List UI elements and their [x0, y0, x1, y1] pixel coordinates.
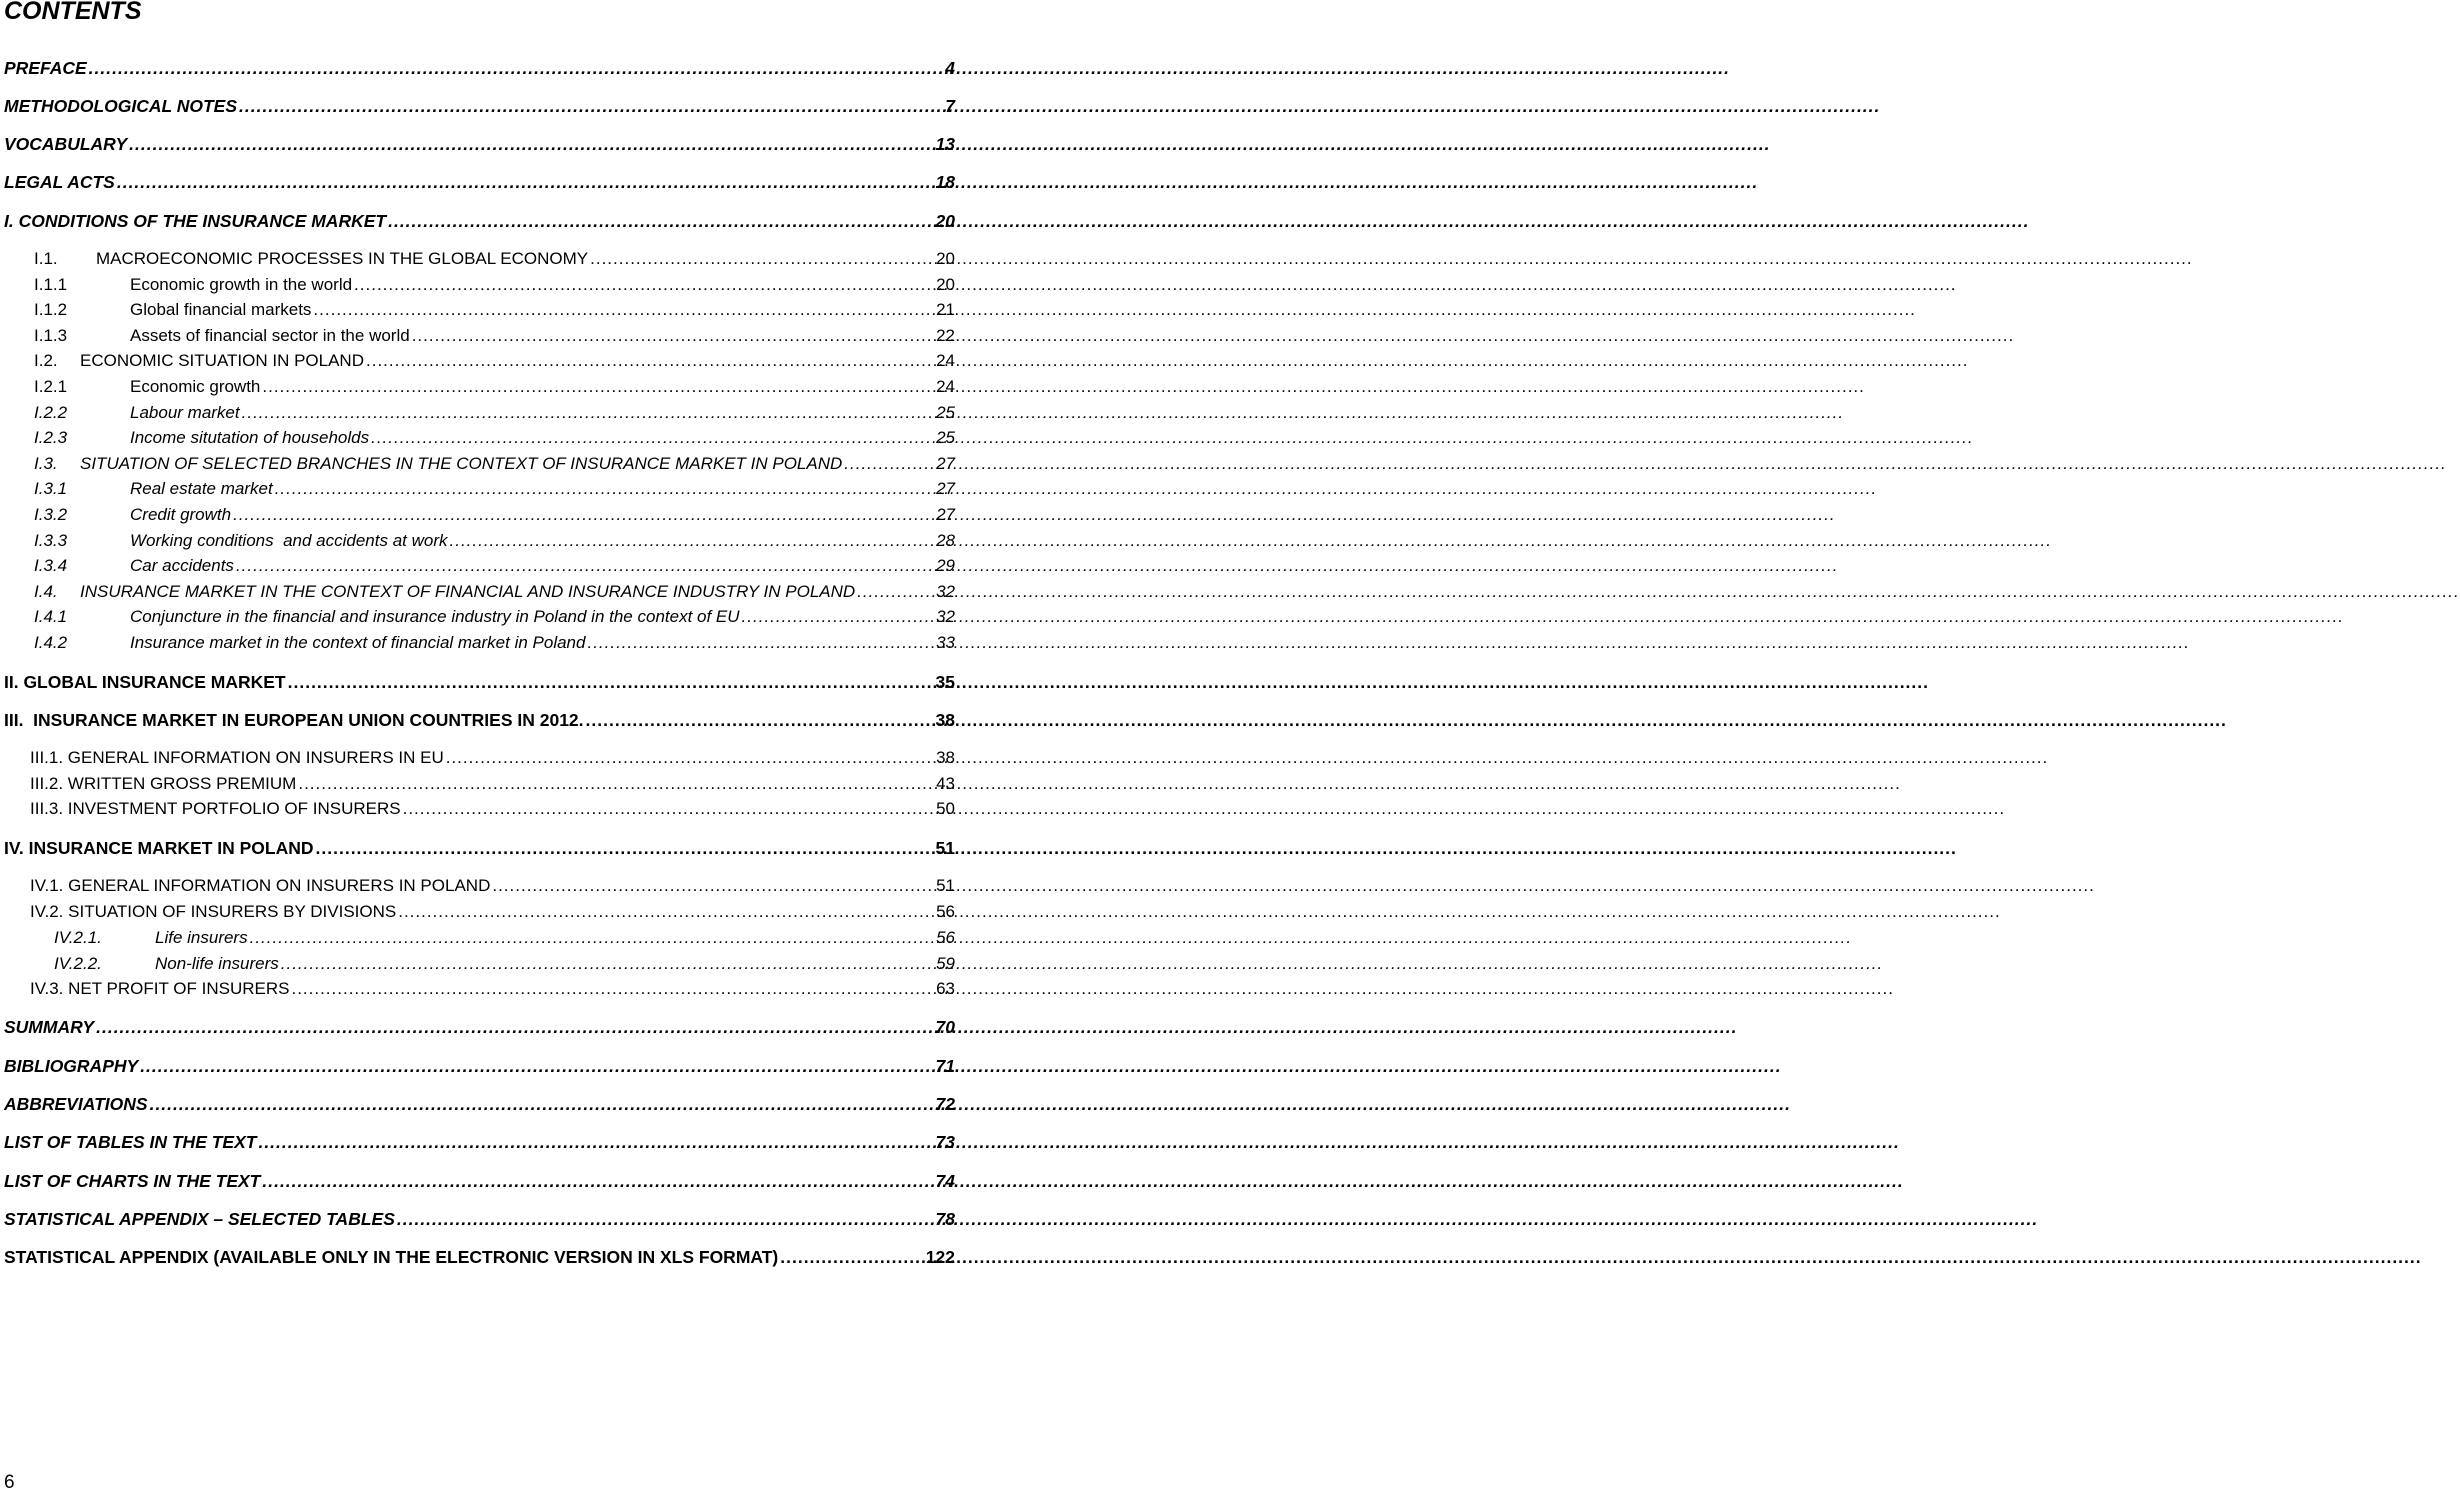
dot-leader — [587, 630, 934, 656]
toc-entry-title: I. CONDITIONS OF THE INSURANCE MARKET — [4, 211, 387, 231]
toc-entry-iv2[interactable] — [30, 899, 955, 925]
toc-entry-iii1[interactable] — [30, 745, 955, 771]
toc-entry-title: Working conditions and accidents at work — [130, 531, 448, 550]
toc-entry-summary[interactable] — [4, 1014, 955, 1040]
toc-entry-title: Real estate market — [130, 479, 273, 498]
dot-leader — [388, 208, 933, 234]
toc-entry-title: VOCABULARY — [4, 134, 128, 154]
toc-entry-i3-1[interactable] — [34, 476, 955, 502]
dot-leader — [844, 451, 934, 477]
toc-entry-title: II. GLOBAL INSURANCE MARKET — [4, 672, 286, 692]
dot-leader — [366, 348, 934, 374]
toc-entry-i1-3[interactable] — [34, 323, 955, 349]
toc-entry-page: 122 — [925, 1247, 955, 1267]
dot-leader — [233, 502, 934, 528]
toc-entry-abbreviations[interactable] — [4, 1091, 955, 1117]
toc-entry-number: I.4.1 — [34, 607, 68, 626]
toc-entry-title: STATISTICAL APPENDIX – SELECTED TABLES — [4, 1209, 395, 1229]
toc-entry-number: I.1. — [34, 249, 58, 268]
toc-entry-page: 20 — [936, 275, 955, 294]
toc-entry-page: 24 — [936, 377, 955, 396]
toc-entry-i4-2[interactable] — [34, 630, 955, 656]
toc-entry-title: Non-life insurers — [155, 954, 279, 973]
dot-leader — [446, 745, 934, 771]
dot-leader — [250, 925, 934, 951]
toc-entry-i4-1[interactable] — [34, 604, 955, 630]
toc-entry-page: 33 — [936, 633, 955, 652]
dot-leader — [371, 425, 934, 451]
toc-entry-title: Credit growth — [130, 505, 232, 524]
toc-entry-title: Conjuncture in the financial and insurance industry in Poland in the context of EU — [130, 607, 740, 626]
toc-entry-i3[interactable] — [34, 451, 955, 477]
toc-entry-title: PREFACE — [4, 58, 87, 78]
toc-entry-page: 24 — [936, 351, 955, 370]
toc-entry-page: 71 — [935, 1056, 955, 1076]
toc-entry-title: IV.2. SITUATION OF INSURERS BY DIVISIONS — [30, 902, 397, 921]
toc-entry-page: 43 — [936, 774, 955, 793]
toc-entry-page: 59 — [936, 954, 955, 973]
toc-entry-page: 56 — [936, 902, 955, 921]
toc-entry-iv2-2[interactable] — [54, 951, 955, 977]
toc-entry-statistical-appendix-selected[interactable] — [4, 1206, 955, 1232]
toc-entry-i1-1[interactable] — [34, 272, 955, 298]
toc-entry-number: I.3.3 — [34, 531, 68, 550]
toc-entry-number: IV.2.2. — [54, 954, 102, 973]
toc-entry-number: I.1.3 — [34, 326, 68, 345]
toc-entry-page: 32 — [936, 607, 955, 626]
dot-leader — [742, 604, 935, 630]
toc-entry-title: Car accidents — [130, 556, 234, 575]
dot-leader — [96, 1014, 933, 1040]
toc-entry-i1-2[interactable] — [34, 297, 955, 323]
toc-entry-page: 56 — [936, 928, 955, 947]
toc-entry-title: MACROECONOMIC PROCESSES IN THE GLOBAL ECONOMY — [96, 249, 589, 268]
dot-leader — [590, 246, 934, 272]
contents-heading: CONTENTS — [4, 0, 142, 25]
toc-entry-page: 27 — [936, 454, 955, 473]
toc-entry-title: IV.1. GENERAL INFORMATION ON INSURERS IN POLAND — [30, 876, 491, 895]
toc-entry-preface[interactable] — [4, 55, 955, 81]
toc-entry-iv1[interactable] — [30, 873, 955, 899]
toc-entry-title: Assets of financial sector in the world — [130, 326, 410, 345]
toc-entry-i4[interactable] — [34, 579, 955, 605]
toc-entry-title: Global financial markets — [130, 300, 312, 319]
dot-leader — [236, 553, 934, 579]
toc-entry-title: Labour market — [130, 403, 240, 422]
toc-entry-title: III.2. WRITTEN GROSS PREMIUM — [30, 774, 297, 793]
dot-leader — [117, 169, 934, 195]
dot-leader — [397, 1206, 934, 1232]
toc-entry-page: 4 — [945, 58, 955, 78]
toc-entry-title: Economic growth in the world — [130, 275, 353, 294]
toc-entry-page: 78 — [935, 1209, 955, 1229]
toc-entry-number: I.3. — [34, 454, 58, 473]
toc-entry-page: 21 — [936, 300, 955, 319]
toc-entry-number: I.4.2 — [34, 633, 68, 652]
toc-entry-title: IV. INSURANCE MARKET IN POLAND — [4, 838, 314, 858]
toc-entry-page: 32 — [936, 582, 955, 601]
toc-entry-page: 27 — [936, 505, 955, 524]
toc-entry-page: 74 — [935, 1171, 955, 1191]
dot-leader — [242, 400, 934, 426]
toc-entry-page: 22 — [936, 326, 955, 345]
dot-leader — [129, 131, 933, 157]
toc-entry-iii2[interactable] — [30, 771, 955, 797]
toc-entry-number: I.3.4 — [34, 556, 68, 575]
dot-leader — [857, 579, 934, 605]
dot-leader — [150, 1091, 934, 1117]
toc-entry-page: 27 — [936, 479, 955, 498]
dot-leader — [288, 669, 934, 695]
toc-entry-number: I.2.1 — [34, 377, 68, 396]
toc-entry-i2[interactable] — [34, 348, 955, 374]
dot-leader — [140, 1053, 933, 1079]
toc-entry-page: 50 — [936, 799, 955, 818]
toc-entry-number: I.3.1 — [34, 479, 68, 498]
toc-entry-vocabulary[interactable] — [4, 131, 955, 157]
toc-entry-page: 35 — [935, 672, 955, 692]
dot-leader — [403, 796, 934, 822]
toc-entry-title: ECONOMIC SITUATION IN POLAND — [80, 351, 364, 370]
toc-entry-chapter-1[interactable] — [4, 208, 955, 234]
toc-entry-page: 72 — [935, 1094, 955, 1114]
toc-entry-title: BIBLIOGRAPHY — [4, 1056, 139, 1076]
dot-leader — [275, 476, 934, 502]
toc-entry-title: Life insurers — [155, 928, 248, 947]
toc-entry-page: 51 — [936, 876, 955, 895]
toc-entry-page: 28 — [936, 531, 955, 550]
toc-entry-legal-acts[interactable] — [4, 169, 955, 195]
toc-entry-title: Economic growth — [130, 377, 261, 396]
toc-entry-title: Insurance market in the context of financial market in Poland — [130, 633, 586, 652]
toc-entry-statistical-appendix-electronic[interactable] — [4, 1244, 955, 1270]
dot-leader — [291, 976, 934, 1002]
toc-entry-title: LIST OF TABLES IN THE TEXT — [4, 1132, 257, 1152]
toc-entry-i3-3[interactable] — [34, 528, 955, 554]
toc-entry-page: 18 — [935, 172, 955, 192]
toc-entry-iv2-1[interactable] — [54, 925, 955, 951]
toc-entry-number: I.3.2 — [34, 505, 68, 524]
toc-entry-page: 7 — [945, 96, 955, 116]
toc-entry-title: SITUATION OF SELECTED BRANCHES IN THE CONTEXT OF INSURANCE MARKET IN POLAND — [80, 454, 843, 473]
toc-entry-title: LIST OF CHARTS IN THE TEXT — [4, 1171, 261, 1191]
dot-leader — [492, 873, 934, 899]
toc-entry-page: 25 — [936, 428, 955, 447]
dot-leader — [316, 835, 934, 861]
toc-entry-chapter-2[interactable] — [4, 669, 955, 695]
toc-entry-page: 70 — [935, 1017, 955, 1037]
dot-leader — [262, 374, 934, 400]
toc-entry-title: METHODOLOGICAL NOTES — [4, 96, 238, 116]
toc-entry-chapter-4[interactable] — [4, 835, 955, 861]
toc-entry-page: 20 — [935, 211, 955, 231]
toc-entry-page: 13 — [935, 134, 955, 154]
toc-entry-title: Income situtation of households — [130, 428, 370, 447]
dot-leader — [313, 297, 934, 323]
toc-entry-i2-3[interactable] — [34, 425, 955, 451]
toc-entry-title: III.1. GENERAL INFORMATION ON INSURERS IN EU — [30, 748, 444, 767]
toc-entry-page: 25 — [936, 403, 955, 422]
toc-entry-number: I.4. — [34, 582, 58, 601]
dot-leader — [780, 1244, 924, 1270]
page-number: 6 — [4, 1472, 15, 1493]
toc-entry-number: I.1.1 — [34, 275, 68, 294]
toc-entry-iii3[interactable] — [30, 796, 955, 822]
toc-entry-page: 38 — [935, 710, 955, 730]
toc-entry-iv3[interactable] — [30, 976, 955, 1002]
dot-leader — [258, 1129, 933, 1155]
toc-entry-title: INSURANCE MARKET IN THE CONTEXT OF FINANCIAL AND INSURANCE INDUSTRY IN POLAND — [80, 582, 856, 601]
dot-leader — [354, 272, 934, 298]
toc-entry-title: SUMMARY — [4, 1017, 95, 1037]
toc-entry-i1[interactable] — [34, 246, 955, 272]
toc-entry-page: 73 — [935, 1132, 955, 1152]
dot-leader — [89, 55, 944, 81]
dot-leader — [586, 707, 934, 733]
dot-leader — [281, 951, 934, 977]
toc-entry-methodological-notes[interactable] — [4, 93, 955, 119]
toc-entry-title: III. INSURANCE MARKET IN EUROPEAN UNION COUNTRIES IN 2012. — [4, 710, 584, 730]
toc-entry-number: IV.2.1. — [54, 928, 102, 947]
toc-entry-number: I.1.2 — [34, 300, 68, 319]
toc-entry-number: I.2.3 — [34, 428, 68, 447]
toc-entry-page: 29 — [936, 556, 955, 575]
toc-entry-list-of-tables[interactable] — [4, 1129, 955, 1155]
toc-entry-page: 51 — [935, 838, 955, 858]
toc-entry-page: 20 — [936, 249, 955, 268]
dot-leader — [398, 899, 934, 925]
toc-entry-title: LEGAL ACTS — [4, 172, 115, 192]
toc-entry-i3-2[interactable] — [34, 502, 955, 528]
toc-entry-i2-1[interactable] — [34, 374, 955, 400]
toc-entry-page: 38 — [936, 748, 955, 767]
toc-entry-number: I.2. — [34, 351, 58, 370]
toc-entry-title: IV.3. NET PROFIT OF INSURERS — [30, 979, 290, 998]
toc-entry-chapter-3[interactable] — [4, 707, 955, 733]
toc-entry-page: 63 — [936, 979, 955, 998]
toc-entry-i3-4[interactable] — [34, 553, 955, 579]
dot-leader — [298, 771, 934, 797]
toc-entry-number: I.2.2 — [34, 403, 68, 422]
dot-leader — [450, 528, 935, 554]
toc-entry-title: STATISTICAL APPENDIX (AVAILABLE ONLY IN THE ELECTRONIC VERSION IN XLS FORMAT) — [4, 1247, 779, 1267]
dot-leader — [239, 93, 943, 119]
toc-entry-title: III.3. INVESTMENT PORTFOLIO OF INSURERS — [30, 799, 401, 818]
toc-entry-list-of-charts[interactable] — [4, 1168, 955, 1194]
dot-leader — [412, 323, 934, 349]
toc-entry-bibliography[interactable] — [4, 1053, 955, 1079]
toc-entry-title: ABBREVIATIONS — [4, 1094, 148, 1114]
toc-entry-i2-2[interactable] — [34, 400, 955, 426]
dot-leader — [262, 1168, 933, 1194]
